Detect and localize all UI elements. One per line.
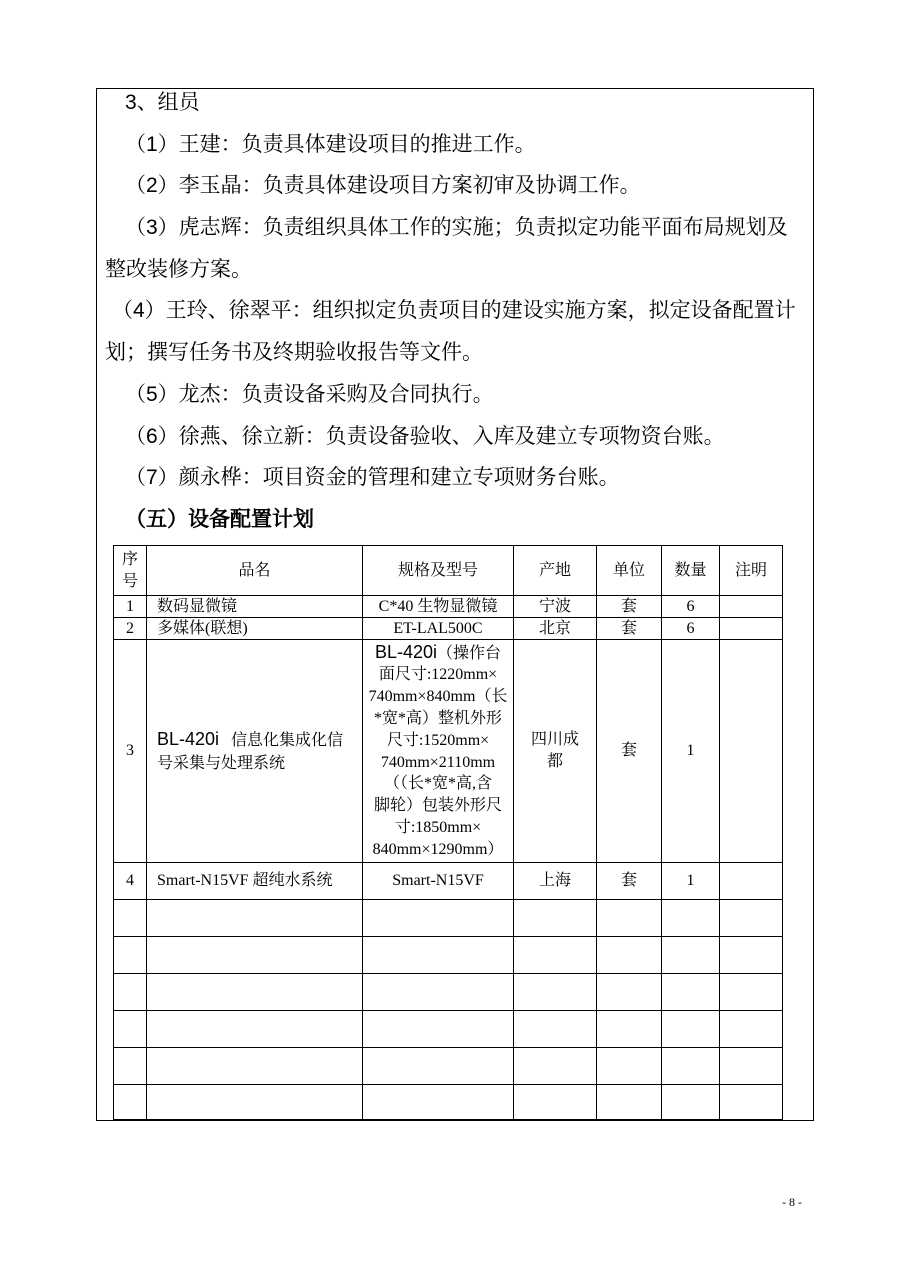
cell-spec: ET-LAL500C [363, 618, 514, 640]
cell-no: 2 [114, 618, 147, 640]
cell-empty [363, 937, 514, 974]
table-row-empty [114, 974, 783, 1011]
cell-name: Smart-N15VF 超纯水系统 [147, 863, 363, 900]
cell-empty [597, 974, 662, 1011]
cell-name: 数码显微镜 [147, 596, 363, 618]
cell-empty [114, 937, 147, 974]
cell-empty [720, 900, 783, 937]
name-line: 号采集与处理系统 [157, 754, 286, 772]
spec-line: 740mm×2110mm [380, 753, 496, 771]
team-member-line: （7）颜永桦：项目资金的管理和建立专项财务台账。 [125, 466, 620, 490]
table-row-empty [114, 937, 783, 974]
model-label: BL-420i [374, 641, 438, 662]
table-row-empty [114, 1085, 783, 1120]
section-heading: （五）设备配置计划 [125, 507, 314, 531]
spec-text: （操作台 [437, 644, 502, 662]
cell-empty [147, 1011, 363, 1048]
cell-no: 4 [114, 863, 147, 900]
cell-empty [514, 937, 597, 974]
cell-spec [363, 640, 514, 863]
cell-origin [514, 640, 597, 863]
cell-empty [720, 1011, 783, 1048]
cell-qty: 1 [662, 863, 720, 900]
team-member-line: 整改装修方案。 [105, 257, 252, 281]
header-no [114, 546, 147, 596]
spec-line: 脚轮）包装外形尺 [373, 797, 502, 815]
cell-empty [114, 1085, 147, 1120]
cell-empty [147, 900, 363, 937]
spec-line: （（长*宽*高,含 [383, 775, 492, 793]
cell-note [720, 618, 783, 640]
table-row [114, 596, 783, 618]
spec-line: 尺寸:1520mm× [386, 731, 490, 749]
spec-line: 840mm×1290mm） [372, 840, 504, 858]
name-line [157, 728, 362, 752]
table-row-empty [114, 900, 783, 937]
header-spec: 规格及型号 [363, 546, 514, 596]
cell-empty [363, 1085, 514, 1120]
team-member-line: （6）徐燕、徐立新：负责设备验收、入库及建立专项物资台账。 [125, 424, 725, 448]
table-row [114, 863, 783, 900]
page-number: - 8 - [782, 1195, 802, 1209]
cell-note [720, 596, 783, 618]
header-origin: 产地 [514, 546, 597, 596]
header-unit: 单位 [597, 546, 662, 596]
team-member-line: 划；撰写任务书及终期验收报告等文件。 [105, 341, 483, 365]
table-row-empty [114, 1048, 783, 1085]
cell-qty: 6 [662, 618, 720, 640]
header-note: 注明 [720, 546, 783, 596]
cell-empty [597, 1011, 662, 1048]
cell-empty [597, 1085, 662, 1120]
spec-line: 面尺寸:1220mm× [378, 666, 498, 684]
table-row [114, 618, 783, 640]
team-member-line: （2）李玉晶：负责具体建设项目方案初审及协调工作。 [125, 174, 641, 198]
header-name: 品名 [147, 546, 363, 596]
cell-no: 1 [114, 596, 147, 618]
cell-empty [662, 1048, 720, 1085]
cell-note [720, 640, 783, 863]
cell-empty [514, 1011, 597, 1048]
cell-empty [114, 974, 147, 1011]
table-row-empty [114, 1011, 783, 1048]
cell-name [147, 640, 363, 863]
cell-empty [514, 900, 597, 937]
cell-empty [147, 974, 363, 1011]
cell-empty [363, 1048, 514, 1085]
table-header-row [114, 546, 783, 596]
cell-empty [147, 1048, 363, 1085]
cell-empty [363, 974, 514, 1011]
model-label: BL-420i [157, 728, 220, 749]
cell-note [720, 863, 783, 900]
team-member-text [96, 82, 813, 541]
cell-empty [514, 1085, 597, 1120]
cell-empty [662, 1011, 720, 1048]
cell-origin: 宁波 [514, 596, 597, 618]
cell-unit: 套 [597, 640, 662, 863]
cell-no: 3 [114, 640, 147, 863]
cell-unit: 套 [597, 596, 662, 618]
cell-empty [597, 937, 662, 974]
cell-empty [720, 1085, 783, 1120]
cell-empty [363, 900, 514, 937]
header-qty: 数量 [662, 546, 720, 596]
spec-line: *宽*高）整机外形 [373, 709, 502, 727]
cell-spec: C*40 生物显微镜 [363, 596, 514, 618]
cell-empty [597, 900, 662, 937]
cell-empty [662, 974, 720, 1011]
spec-line: 740mm×840mm（长 [368, 688, 508, 706]
cell-empty [114, 1011, 147, 1048]
origin-text: 四川成都 [531, 731, 580, 770]
cell-empty [662, 900, 720, 937]
spec-line [363, 642, 513, 665]
team-member-line: （4）王玲、徐翠平：组织拟定负责项目的建设实施方案，拟定设备配置计 [112, 299, 796, 323]
cell-empty [114, 900, 147, 937]
cell-empty [720, 937, 783, 974]
team-member-line: （3）虎志辉：负责组织具体工作的实施；负责拟定功能平面布局规划及 [125, 216, 788, 240]
cell-name: 多媒体(联想) [147, 618, 363, 640]
header-no-label: 序号 [122, 550, 139, 590]
cell-empty [147, 1085, 363, 1120]
cell-qty: 1 [662, 640, 720, 863]
cell-empty [514, 974, 597, 1011]
table-row [114, 640, 783, 863]
spec-line: 寸:1850mm× [394, 818, 482, 836]
cell-origin: 北京 [514, 618, 597, 640]
cell-empty [662, 1085, 720, 1120]
equipment-table [113, 545, 783, 1120]
team-member-line: （1）王建：负责具体建设项目的推进工作。 [125, 132, 536, 156]
cell-empty [720, 1048, 783, 1085]
name-text: 信息化集成化信 [231, 731, 344, 749]
cell-empty [514, 1048, 597, 1085]
cell-origin: 上海 [514, 863, 597, 900]
cell-empty [147, 937, 363, 974]
cell-qty: 6 [662, 596, 720, 618]
cell-spec: Smart-N15VF [363, 863, 514, 900]
cell-empty [597, 1048, 662, 1085]
cell-unit: 套 [597, 863, 662, 900]
cell-empty [114, 1048, 147, 1085]
cell-empty [720, 974, 783, 1011]
team-heading: 3、组员 [125, 91, 200, 114]
cell-empty [363, 1011, 514, 1048]
cell-unit: 套 [597, 618, 662, 640]
team-member-line: （5）龙杰：负责设备采购及合同执行。 [125, 382, 494, 406]
cell-empty [662, 937, 720, 974]
